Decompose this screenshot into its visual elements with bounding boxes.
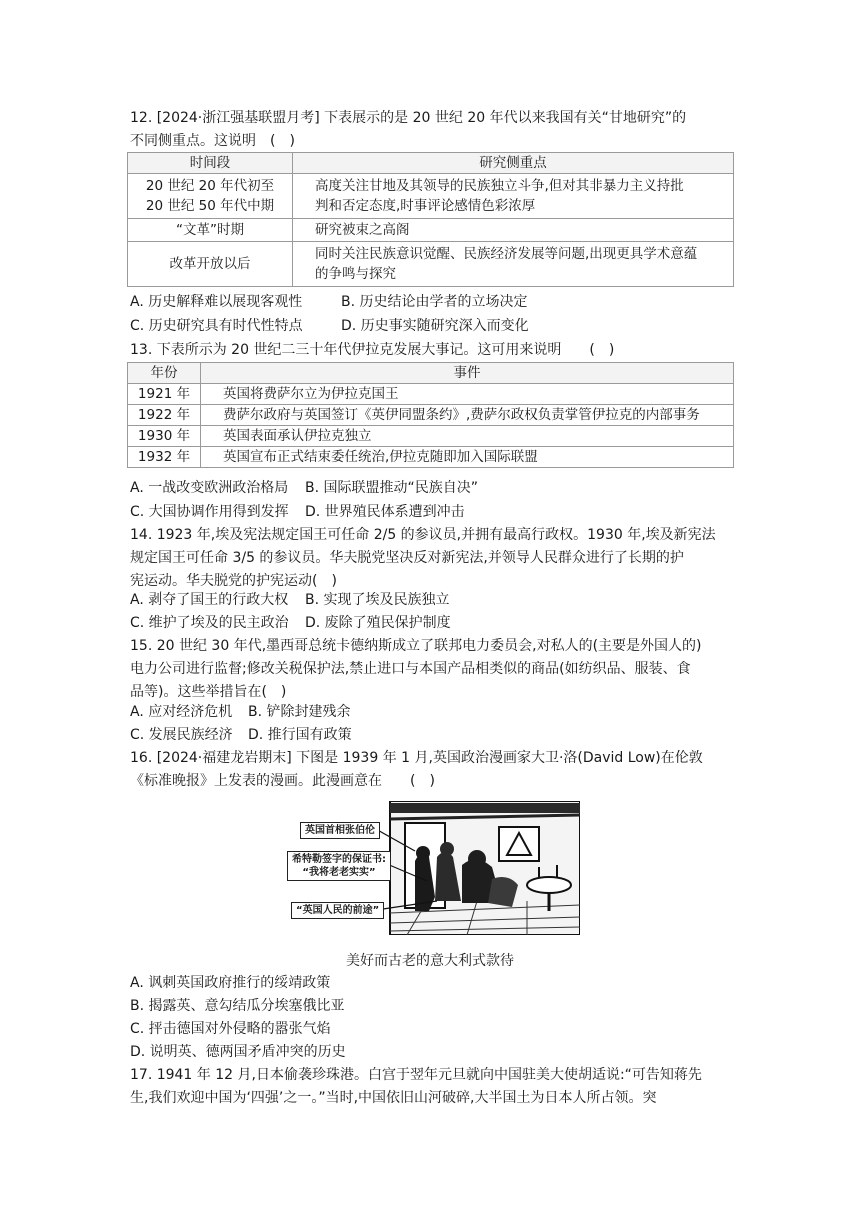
q15-line3: 品等)。这些举措旨在( ): [130, 684, 287, 700]
year-cell: 1932 年: [128, 447, 201, 468]
period-cell: 20 世纪 50 年代中期: [145, 198, 275, 214]
q16-option-a: A. 讽刺英国政府推行的绥靖政策: [130, 975, 331, 991]
q13-header-event: 事件: [201, 363, 734, 384]
q16-line1: 16. [2024·福建龙岩期末] 下图是 1939 年 1 月,英国政治漫画家大卫·洛(David Low)在伦敦: [130, 750, 703, 766]
q16-option-b: B. 揭露英、意勾结瓜分埃塞俄比亚: [130, 998, 345, 1014]
table-row: [128, 242, 734, 287]
cartoon-caption: 美好而古老的意大利式款待: [346, 953, 514, 969]
q16-option-d: D. 说明英、德两国矛盾冲突的历史: [130, 1044, 346, 1060]
q16-line2: 《标准晚报》上发表的漫画。此漫画意在 ( ): [130, 773, 435, 789]
q15-option-d: D. 推行国有政策: [248, 727, 352, 743]
q12-option-a: A. 历史解释难以展现客观性: [130, 294, 303, 310]
focus-cell: 判和否定态度,时事评论感情色彩浓厚: [315, 198, 536, 214]
political-cartoon: [287, 801, 580, 935]
q12-option-c: C. 历史研究具有时代性特点: [130, 318, 303, 334]
q14-line2: 规定国王可任命 3/5 的参议员。华夫脱党坚决反对新宪法,并领导人民群众进行了长期的护: [130, 550, 684, 566]
q12-stem-line2: 不同侧重点。这说明 ( ): [130, 133, 295, 149]
cartoon-label-chamberlain: 英国首相张伯伦: [300, 822, 380, 839]
q13-table: [127, 362, 734, 468]
table-row: [128, 174, 734, 219]
cartoon-label-guarantee-quote: “我将老老实实”: [302, 867, 376, 878]
q15-option-b: B. 铲除封建残余: [248, 704, 351, 720]
table-row: [128, 219, 734, 242]
table-row: [128, 384, 734, 405]
q12-option-b: B. 历史结论由学者的立场决定: [341, 294, 528, 310]
table-row: [128, 447, 734, 468]
q14-line3: 宪运动。华夫脱党的护宪运动( ): [130, 573, 337, 589]
q13-header-year: 年份: [128, 363, 201, 384]
q12-option-d: D. 历史事实随研究深入而变化: [341, 318, 529, 334]
q14-option-b: B. 实现了埃及民族独立: [305, 592, 450, 608]
q15-option-c: C. 发展民族经济: [130, 727, 233, 743]
cartoon-label-future: “英国人民的前途”: [291, 902, 384, 919]
year-cell: 1922 年: [128, 405, 201, 426]
q12-header-focus: 研究侧重点: [293, 153, 734, 174]
q14-option-a: A. 剥夺了国王的行政大权: [130, 592, 289, 608]
q16-option-c: C. 抨击德国对外侵略的嚣张气焰: [130, 1021, 331, 1037]
q15-line1: 15. 20 世纪 30 年代,墨西哥总统卡德纳斯成立了联邦电力委员会,对私人的(主要是外国人的): [130, 638, 702, 654]
cartoon-label-guarantee-title: 希特勒签字的保证书:: [292, 854, 386, 865]
focus-cell: 的争鸣与探究: [315, 266, 396, 282]
q15-option-a: A. 应对经济危机: [130, 704, 233, 720]
q13-option-c: C. 大国协调作用得到发挥: [130, 504, 289, 520]
year-cell: 1921 年: [128, 384, 201, 405]
table-row: [128, 426, 734, 447]
focus-cell: 研究被束之高阁: [293, 219, 734, 242]
period-cell: “文革”时期: [128, 219, 293, 242]
q12-stem-line1: 12. [2024·浙江强基联盟月考] 下表展示的是 20 世纪 20 年代以来我国有关“甘地研究”的: [130, 110, 687, 126]
event-cell: 英国宣布正式结束委任统治,伊拉克随即加入国际联盟: [201, 447, 734, 468]
event-cell: 英国将费萨尔立为伊拉克国王: [201, 384, 734, 405]
period-cell: 20 世纪 20 年代初至: [145, 178, 275, 194]
q17-line2: 生,我们欢迎中国为‘四强’之一。”当时,中国依旧山河破碎,大半国土为日本人所占领。突: [130, 1090, 657, 1106]
q14-option-d: D. 废除了殖民保护制度: [305, 615, 451, 631]
q12-table: [127, 152, 734, 287]
period-cell: 改革开放以后: [128, 242, 293, 287]
q13-stem: 13. 下表所示为 20 世纪二三十年代伊拉克发展大事记。这可用来说明 ( ): [130, 342, 615, 358]
cartoon-label-guarantee: [287, 851, 391, 881]
q14-line1: 14. 1923 年,埃及宪法规定国王可任命 2/5 的参议员,并拥有最高行政权。1930 年,埃及新宪法: [130, 527, 716, 543]
q14-option-c: C. 维护了埃及的民主政治: [130, 615, 289, 631]
q15-line2: 电力公司进行监督;修改关税保护法,禁止进口与本国产品相类似的商品(如纺织品、服装、食: [130, 661, 691, 677]
event-cell: 英国表面承认伊拉克独立: [201, 426, 734, 447]
table-row: [128, 405, 734, 426]
focus-cell: 同时关注民族意识觉醒、民族经济发展等问题,出现更具学术意蕴: [315, 246, 698, 262]
q13-option-b: B. 国际联盟推动“民族自决”: [305, 480, 479, 496]
event-cell: 费萨尔政府与英国签订《英伊同盟条约》,费萨尔政权负责掌管伊拉克的内部事务: [201, 405, 734, 426]
q12-header-period: 时间段: [128, 153, 293, 174]
q13-option-a: A. 一战改变欧洲政治格局: [130, 480, 289, 496]
q17-line1: 17. 1941 年 12 月,日本偷袭珍珠港。白宫于翌年元旦就向中国驻美大使胡适说:“可告知蒋先: [130, 1067, 702, 1083]
q13-option-d: D. 世界殖民体系遭到冲击: [305, 504, 465, 520]
year-cell: 1930 年: [128, 426, 201, 447]
focus-cell: 高度关注甘地及其领导的民族独立斗争,但对其非暴力主义持批: [315, 178, 684, 194]
